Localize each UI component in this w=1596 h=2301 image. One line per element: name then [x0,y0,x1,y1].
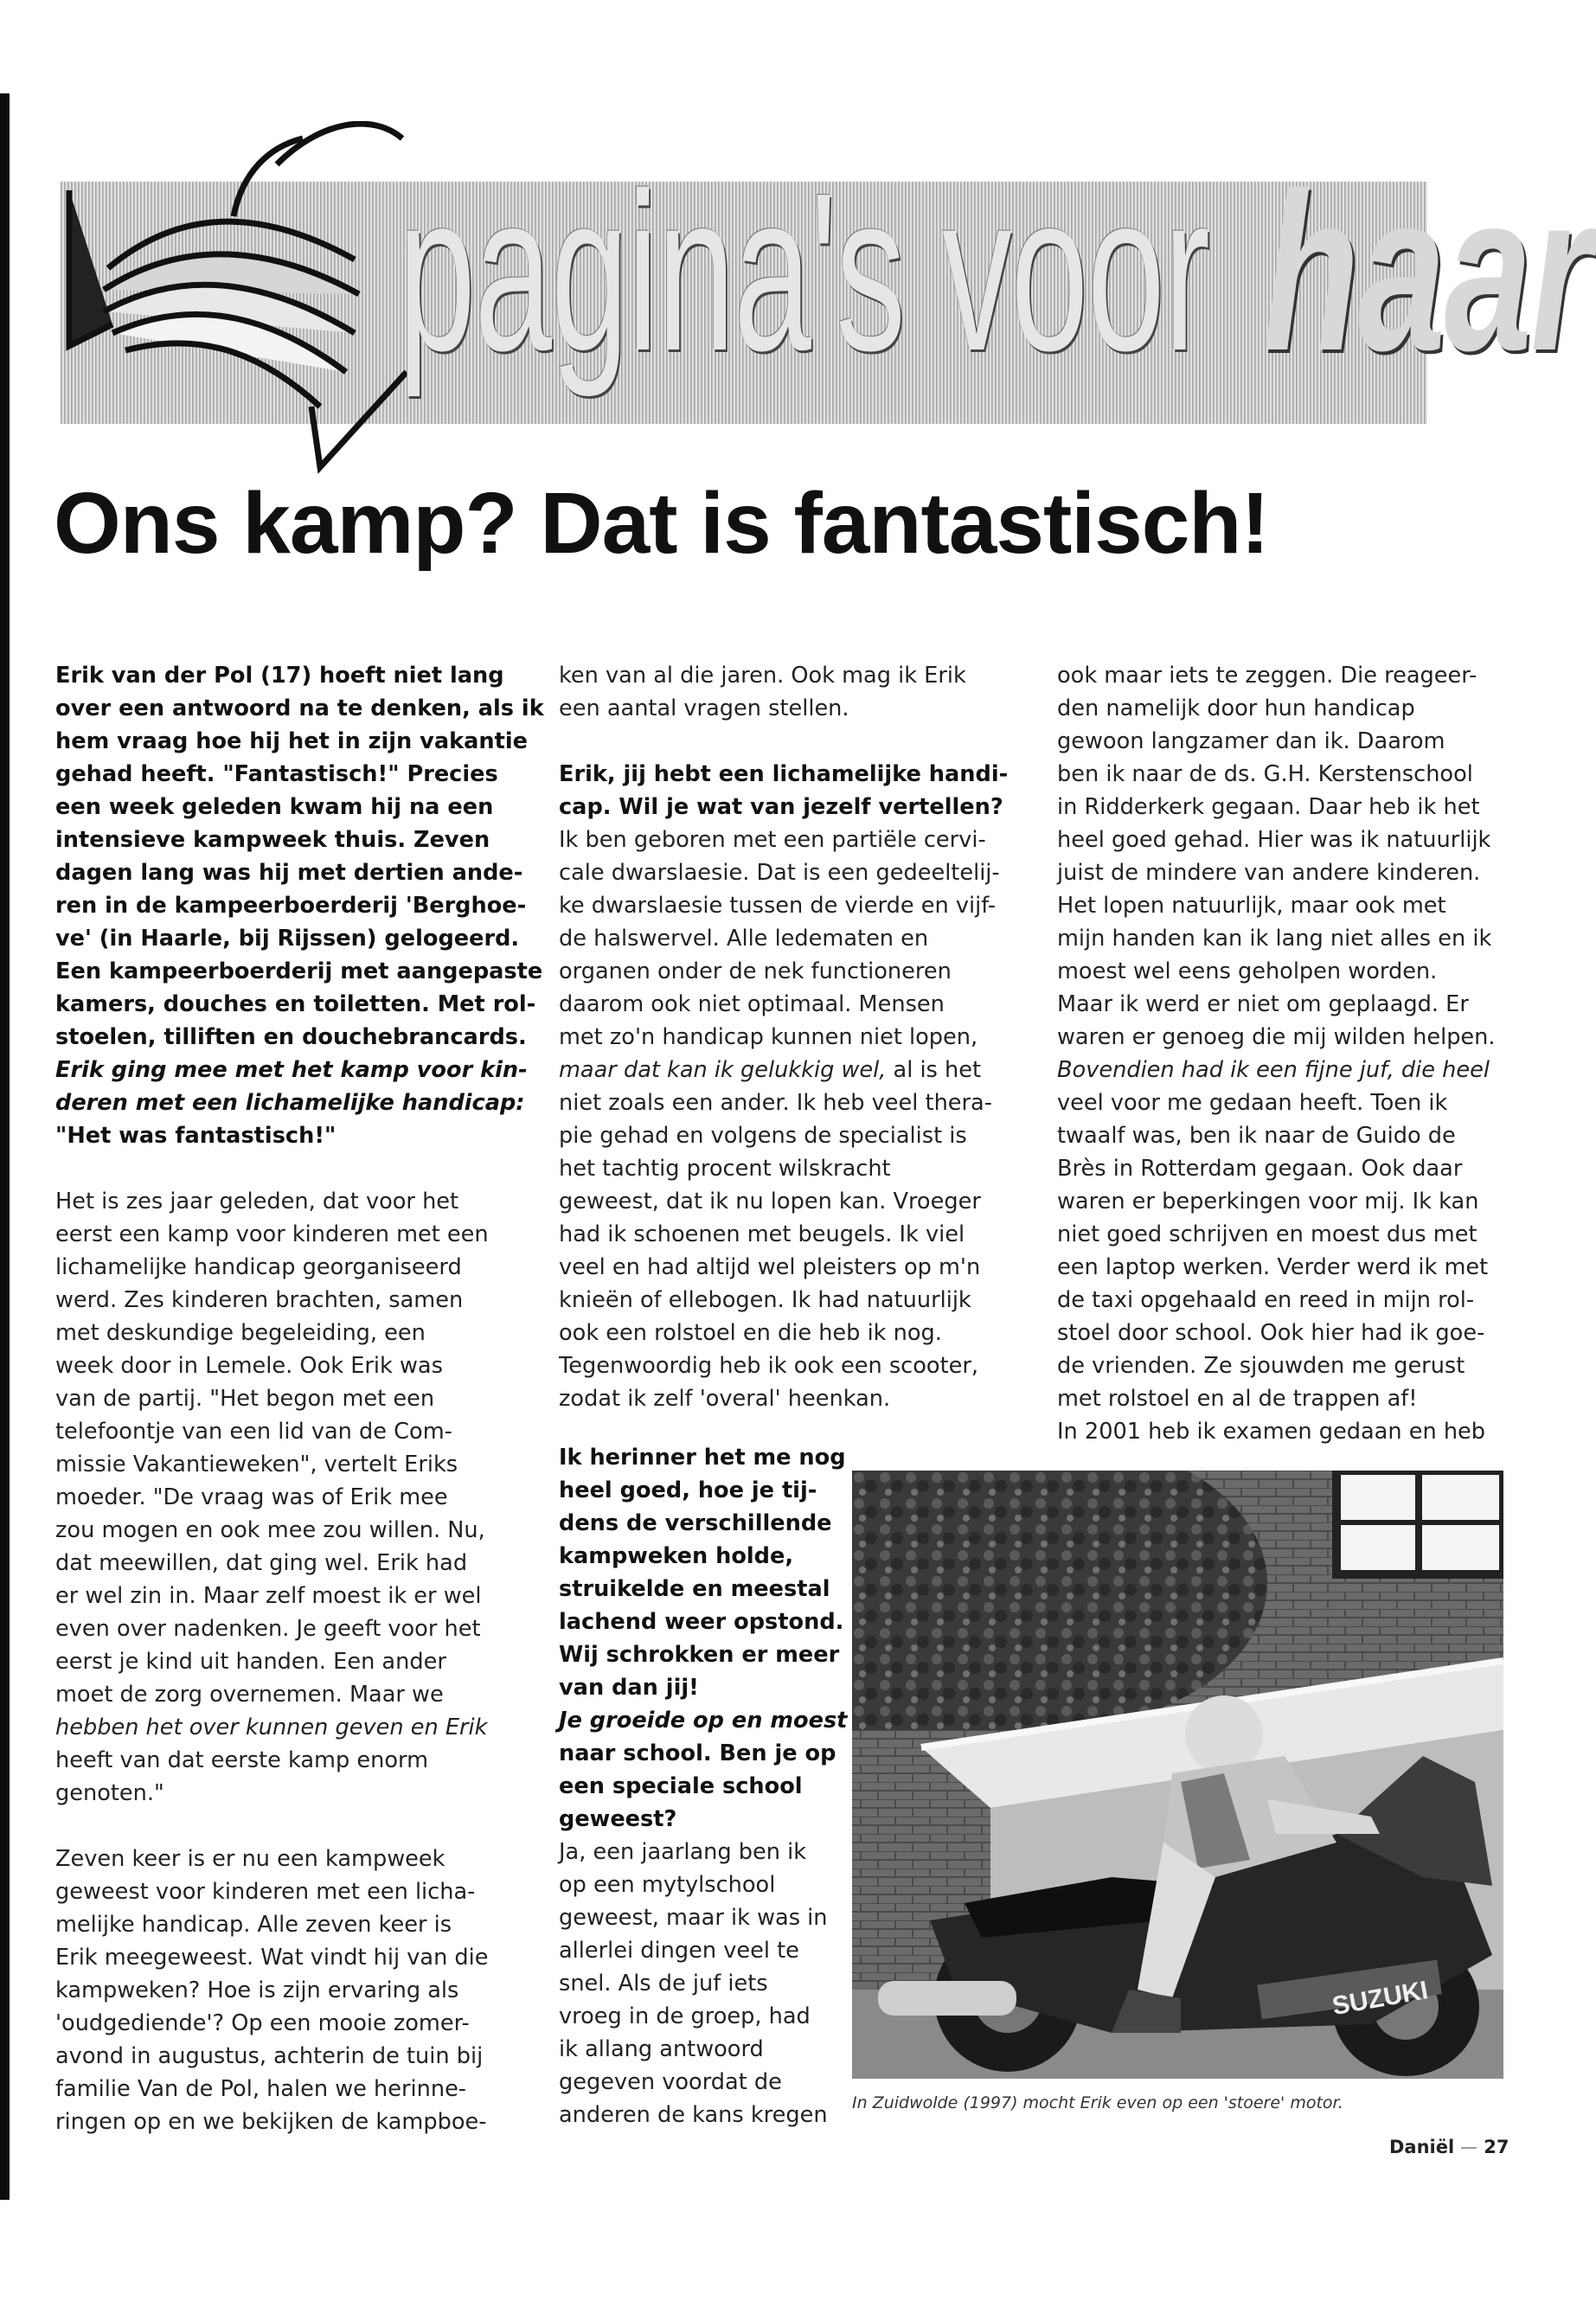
column-2-lower [559,1441,848,2131]
text-line: Bovendien had ik een fijne juf, die heel [1057,1057,1490,1083]
text-line: Een kampeerboerderij met aangepaste [55,958,543,984]
text-line: het tachtig procent wilskracht [559,1156,891,1182]
text-line: moeder. "De vraag was of Erik mee [55,1484,448,1510]
text-line: er wel zin in. Maar zelf moest ik er wel [55,1583,482,1609]
text-line: vroeg in de groep, had [559,2003,811,2029]
text-line: "Het was fantastisch!" [55,1123,337,1149]
text-line: deren met een lichamelijke handicap: [55,1090,525,1116]
interview-question: struikelde en meestal [559,1576,830,1602]
text-line: een week geleden kwam hij na een [55,794,494,820]
banner-title [398,147,1596,398]
body-paragraph [55,1185,540,1810]
text-line: een laptop werken. Verder werd ik met [1057,1254,1489,1280]
text-line: geweest voor kinderen met een licha- [55,1879,476,1905]
text-line: dagen lang was hij met dertien ande- [55,860,523,886]
text-line: anderen de kans kregen [559,2102,828,2128]
text-line: op een mytylschool [559,1872,776,1898]
text-line: Zeven keer is er nu een kampweek [55,1846,445,1872]
text-fragment: al is het [886,1057,982,1083]
text-line: ken van al die jaren. Ook mag ik Erik [559,663,966,689]
text-line: kamers, douches en toiletten. Met rol- [55,991,536,1017]
column-3 [1057,659,1524,1448]
text-line: intensieve kampweek thuis. Zeven [55,827,490,853]
section-banner [61,121,1591,484]
photo-caption: In Zuidwolde (1997) mocht Erik even op een 'stoere' motor. [852,2093,1343,2112]
interview-question: kampweken holde, [559,1543,794,1569]
text-line: ook maar iets te zeggen. Die reageer- [1057,663,1477,689]
text-line: 'oudgediende'? Op een mooie zomer- [55,2010,470,2036]
interview-question: lachend weer opstond. [559,1609,844,1635]
text-line: niet goed schrijven en moest dus met [1057,1221,1477,1247]
text-line: niet zoals een ander. Ik heb veel thera- [559,1090,992,1116]
text-line: met deskundige begeleiding, een [55,1320,426,1346]
text-line: week door in Lemele. Ook Erik was [55,1353,443,1379]
text-line: snel. Als de juf iets [559,1971,768,1997]
text-line: mijn handen kan ik lang niet alles en ik [1057,926,1492,952]
text-line: den namelijk door hun handicap [1057,695,1415,721]
text-line: heeft van dat eerste kamp enorm [55,1747,428,1773]
column-1 [55,659,544,2171]
text-line: stoel door school. Ook hier had ik goe- [1057,1320,1485,1346]
text-line: ve' (in Haarle, bij Rijssen) gelogeerd. [55,926,520,952]
banner-title-bold: haar [1263,147,1591,398]
text-line: telefoontje van een lid van de Com- [55,1419,452,1445]
column-2 [559,659,1017,1415]
text-line: ren in de kampeerboerderij 'Berghoe- [55,893,527,919]
text-line: waren er genoeg die mij wilden helpen. [1057,1024,1496,1050]
text-line: de taxi opgehaald en reed in mijn rol- [1057,1287,1475,1313]
article-headline: Ons kamp? Dat is fantastisch! [54,475,1269,572]
qa-block [559,1441,848,2131]
text-line: genoten." [55,1780,164,1806]
footer-separator [1461,2147,1477,2149]
text-line: moet de zorg overnemen. Maar we [55,1682,444,1708]
interview-question: heel goed, hoe je tij- [559,1477,817,1503]
text-line: missie Vakantieweken", vertelt Eriks [55,1452,458,1477]
text-line: Maar ik werd er niet om geplaagd. Er [1057,991,1469,1017]
text-line: de halswervel. Alle ledematen en [559,926,929,952]
body-paragraph [55,1843,540,2138]
qa-block [559,758,1017,1415]
text-line: knieën of ellebogen. Ik had natuurlijk [559,1287,971,1313]
text-line: waren er beperkingen voor mij. Ik kan [1057,1189,1479,1215]
page-edge-rule [0,93,10,2200]
text-line: geweest, dat ik nu lopen kan. Vroeger [559,1189,981,1215]
text-line: eerst een kamp voor kinderen met een [55,1221,489,1247]
text-line [559,1054,1017,1086]
text-line: Tegenwoordig heb ik ook een scooter, [559,1353,979,1379]
text-line: met zo'n handicap kunnen niet lopen, [559,1024,978,1050]
text-line: in Ridderkerk gegaan. Daar heb ik het [1057,794,1480,820]
text-line: zou mogen en ook mee zou willen. Nu, [55,1517,485,1543]
text-line: hebben het over kunnen geven en Erik [55,1715,488,1740]
text-line: gehad heeft. "Fantastisch!" Precies [55,761,498,787]
text-line: allerlei dingen veel te [559,1938,799,1964]
text-line: avond in augustus, achterin de tuin bij [55,2043,484,2069]
intro-paragraph [55,659,544,1152]
interview-question: van dan jij! [559,1675,699,1701]
interview-question: cap. Wil je wat van jezelf vertellen? [559,794,1003,820]
text-line: organen onder de nek functioneren [559,958,952,984]
text-line: moest wel eens geholpen worden. [1057,958,1438,984]
photo-badge: SUZUKI [1330,1976,1431,2022]
interview-question: Erik, jij hebt een lichamelijke handi- [559,761,1009,787]
text-line: lichamelijke handicap georganiseerd [55,1254,462,1280]
interview-question: Ik herinner het me nog [559,1445,846,1471]
text-line: met rolstoel en al de trappen af! [1057,1386,1418,1412]
text-line: Erik van der Pol (17) hoeft niet lang [55,663,504,689]
text-line: kampweken? Hoe is zijn ervaring als [55,1977,459,2003]
text-line: even over nadenken. Je geeft voor het [55,1616,481,1642]
text-line: veel en had altijd wel pleisters op m'n [559,1254,981,1280]
text-line: In 2001 heb ik examen gedaan en heb [1057,1419,1486,1445]
body-paragraph [559,659,1017,725]
text-line: familie Van de Pol, halen we herinne- [55,2076,467,2102]
interview-question: naar school. Ben je op [559,1740,836,1766]
text-line: van de partij. "Het begon met een [55,1386,435,1412]
interview-question: een speciale school [559,1773,803,1799]
text-line: over een antwoord na te denken, als ik [55,695,544,721]
text-line: Het is zes jaar geleden, dat voor het [55,1189,459,1215]
text-line: melijke handicap. Alle zeven keer is [55,1912,452,1938]
text-line: juist de mindere van andere kinderen. [1057,860,1481,886]
text-line: had ik schoenen met beugels. Ik viel [559,1221,965,1247]
text-line: gegeven voordat de [559,2069,782,2095]
text-line: Ik ben geboren met een partiële cervi- [559,827,986,853]
text-line: Erik meegeweest. Wat vindt hij van die [55,1945,489,1971]
text-line: Het lopen natuurlijk, maar ook met [1057,893,1446,919]
text-line: heel goed gehad. Hier was ik natuurlijk [1057,827,1491,853]
text-line: de vrienden. Ze sjouwden me gerust [1057,1353,1465,1379]
motorcycle-photo [852,1471,1503,2079]
text-line: ringen op en we bekijken de kampboe- [55,2109,487,2135]
text-line: ben ik naar de ds. G.H. Kerstenschool [1057,761,1473,787]
text-line: daarom ook niet optimaal. Mensen [559,991,945,1017]
text-line: ke dwarslaesie tussen de vierde en vijf- [559,893,997,919]
interview-question: Je groeide op en moest [559,1708,848,1734]
magazine-name: Daniël [1389,2137,1455,2157]
interview-question: geweest? [559,1806,677,1832]
text-line: zodat ik zelf 'overal' heenkan. [559,1386,891,1412]
article-photo [852,1471,1503,2079]
text-line: hem vraag hoe hij het in zijn vakantie [55,728,529,754]
text-line: ik allang antwoord [559,2036,764,2062]
text-line: werd. Zes kinderen brachten, samen [55,1287,464,1313]
text-line: eerst je kind uit handen. Een ander [55,1649,446,1675]
text-line: een aantal vragen stellen. [559,695,849,721]
text-line: gewoon langzamer dan ik. Daarom [1057,728,1445,754]
text-line: veel voor me gedaan heeft. Toen ik [1057,1090,1448,1116]
interview-question: dens de verschillende [559,1510,832,1536]
page-footer [1389,2137,1509,2157]
text-line: Erik ging mee met het kamp voor kin- [55,1057,528,1083]
page-number: 27 [1484,2137,1509,2157]
text-line: cale dwarslaesie. Dat is een gedeeltelij- [559,860,1000,886]
text-line: geweest, maar ik was in [559,1905,828,1931]
text-line: dat meewillen, dat ging wel. Erik had [55,1550,468,1576]
text-line: pie gehad en volgens de specialist is [559,1123,967,1149]
italic-phrase: maar dat kan ik gelukkig wel, [559,1057,887,1083]
body-paragraph [1057,659,1524,1448]
text-line: ook een rolstoel en die heb ik nog. [559,1320,942,1346]
text-line: stoelen, tilliften en douchebrancards. [55,1024,527,1050]
interview-question: Wij schrokken er meer [559,1642,840,1668]
text-line: Brès in Rotterdam gegaan. Ook daar [1057,1156,1463,1182]
banner-title-light: pagina's voor [398,147,1209,398]
text-line: Ja, een jaarlang ben ik [559,1839,807,1865]
text-line: twaalf was, ben ik naar de Guido de [1057,1123,1456,1149]
